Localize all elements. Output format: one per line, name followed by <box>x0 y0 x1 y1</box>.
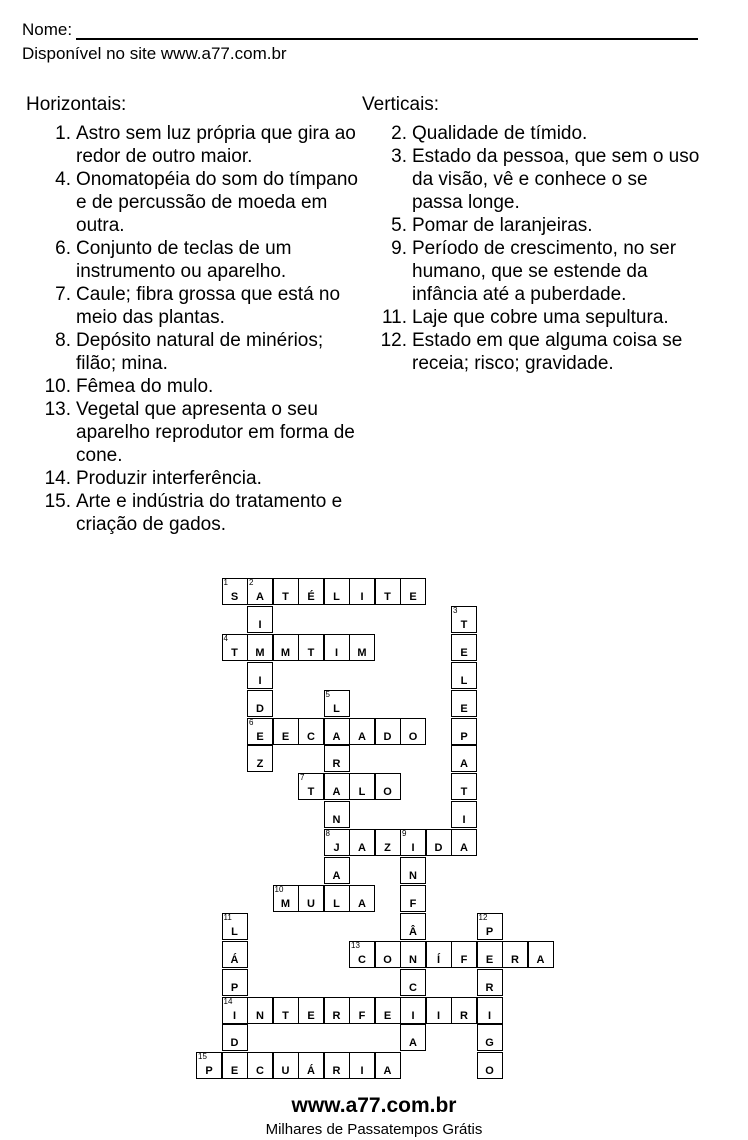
cell-letter: E <box>281 730 290 743</box>
across-heading: Horizontais: <box>26 94 127 115</box>
grid-cell[interactable] <box>324 634 350 661</box>
cell-letter: A <box>358 897 366 910</box>
grid-cell[interactable] <box>426 941 452 968</box>
grid-cell[interactable] <box>477 941 503 968</box>
cell-letter: D <box>230 1037 239 1050</box>
grid-cell[interactable] <box>273 634 299 661</box>
grid-cell[interactable] <box>247 606 273 633</box>
site-text: Disponível no site www.a77.com.br <box>22 44 287 63</box>
grid-cell[interactable] <box>247 578 273 605</box>
grid-cell[interactable] <box>451 606 477 633</box>
grid-cell[interactable] <box>324 690 350 717</box>
cell-number: 15 <box>198 1052 207 1062</box>
clue-number: 10. <box>44 376 71 397</box>
grid-cell[interactable] <box>324 801 350 828</box>
cell-letter: T <box>282 591 289 603</box>
cell-letter: Z <box>256 758 264 771</box>
cell-letter: O <box>383 953 392 966</box>
name-label: Nome: <box>22 20 73 39</box>
grid-cell[interactable] <box>375 1052 401 1079</box>
clue-item <box>26 283 361 329</box>
clue-number: 12. <box>380 330 407 351</box>
grid-cell[interactable] <box>273 1052 299 1079</box>
clue-text: Astro sem luz própria que gira ao redor de outro maior. <box>76 123 356 167</box>
grid-cell[interactable] <box>451 718 477 745</box>
cell-letter: P <box>230 981 239 994</box>
cell-letter: I <box>411 1009 415 1022</box>
cell-number: 12 <box>478 912 488 922</box>
grid-cell[interactable] <box>324 745 350 772</box>
grid-cell[interactable] <box>400 718 426 745</box>
clue-number: 2. <box>391 123 407 144</box>
grid-cell[interactable] <box>324 578 350 605</box>
clue-item <box>26 329 361 375</box>
cell-letter: A <box>460 842 468 855</box>
clue-number: 5. <box>391 215 407 236</box>
grid-cell[interactable] <box>451 801 477 828</box>
grid-cell[interactable] <box>451 634 477 661</box>
grid-cell[interactable] <box>375 997 401 1024</box>
down-heading: Verticais: <box>362 94 440 115</box>
cell-letter: T <box>307 786 315 799</box>
grid-cell[interactable] <box>451 997 477 1024</box>
cell-letter: T <box>460 786 468 799</box>
cell-letter: U <box>307 897 315 910</box>
cell-letter: F <box>409 897 417 910</box>
grid-cell[interactable] <box>375 941 401 968</box>
grid-cell[interactable] <box>400 829 426 856</box>
grid-cell[interactable] <box>400 997 426 1024</box>
cell-letter: T <box>231 646 238 659</box>
cell-number: 1 <box>223 578 228 587</box>
grid-cell[interactable] <box>400 913 426 940</box>
grid-cell[interactable] <box>451 745 477 772</box>
grid-cell[interactable] <box>451 662 477 689</box>
cell-number: 5 <box>325 689 330 699</box>
cell-letter: A <box>536 953 545 966</box>
cell-letter: R <box>460 1009 468 1022</box>
cell-letter: I <box>258 674 262 687</box>
cell-letter: I <box>360 591 364 603</box>
grid-cell[interactable] <box>502 941 528 968</box>
cell-letter: L <box>460 674 468 687</box>
grid-cell[interactable] <box>477 1052 503 1079</box>
cell-letter: A <box>409 1037 417 1050</box>
cell-letter: M <box>357 646 367 659</box>
grid-cell[interactable] <box>400 885 426 912</box>
cell-letter: I <box>334 646 339 659</box>
grid-cell[interactable] <box>324 773 350 800</box>
clue-text: Conjunto de teclas de um instrumento ou aparelho. <box>76 238 292 282</box>
grid-cell[interactable] <box>375 578 401 605</box>
grid-cell[interactable] <box>247 1052 273 1079</box>
cell-letter: M <box>255 646 265 659</box>
cell-letter: P <box>205 1065 213 1078</box>
cell-letter: É <box>307 591 315 603</box>
clue-text: Período de crescimento, no ser humano, que se estende da infância até a puberdade. <box>412 238 677 305</box>
cell-number: 4 <box>223 633 228 643</box>
grid-cell[interactable] <box>349 578 375 605</box>
grid-cell[interactable] <box>222 1024 248 1051</box>
cell-number: 7 <box>300 773 305 783</box>
grid-cell[interactable] <box>375 718 401 745</box>
grid-cell[interactable] <box>298 578 324 605</box>
cell-letter: J <box>333 842 340 855</box>
cell-letter: Á <box>230 953 239 966</box>
cell-letter: N <box>409 953 417 966</box>
clue-item <box>26 375 361 398</box>
grid-cell[interactable] <box>273 578 299 605</box>
clue-item <box>362 122 702 145</box>
clue-item <box>26 398 361 467</box>
cell-letter: O <box>408 730 418 743</box>
cell-letter: R <box>332 1065 341 1078</box>
grid-cell[interactable] <box>273 885 299 912</box>
down-clue-list <box>362 122 702 375</box>
grid-cell[interactable] <box>324 997 350 1024</box>
grid-cell[interactable] <box>196 1052 222 1079</box>
cell-letter: I <box>360 1065 364 1078</box>
grid-cell[interactable] <box>222 913 248 940</box>
grid-cell[interactable] <box>477 969 503 996</box>
cell-letter: O <box>383 786 392 799</box>
cell-letter: A <box>383 1065 392 1078</box>
cell-letter: I <box>436 1009 441 1022</box>
cell-letter: Á <box>307 1065 315 1078</box>
clue-text: Estado em que alguma coisa se receia; risco; gravidade. <box>412 330 683 374</box>
grid-cell[interactable] <box>222 997 248 1024</box>
cell-letter: D <box>256 702 264 715</box>
cell-letter: A <box>358 730 366 743</box>
clue-text: Arte e indústria do tratamento e criação de gados. <box>76 491 343 535</box>
grid-cell[interactable] <box>400 969 426 996</box>
clue-text: Estado da pessoa, que sem o uso da visão, vê e conhece o se passa longe. <box>412 146 700 213</box>
cell-letter: C <box>358 953 366 966</box>
grid-cell[interactable] <box>375 773 401 800</box>
clue-text: Produzir interferência. <box>76 468 262 489</box>
clue-number: 11. <box>381 307 407 328</box>
cell-letter: A <box>460 758 468 771</box>
cell-letter: R <box>332 1009 341 1022</box>
grid-cell[interactable] <box>349 1052 375 1079</box>
grid-cell[interactable] <box>298 1052 324 1079</box>
clue-text: Fêmea do mulo. <box>76 376 214 397</box>
cell-letter: Â <box>409 925 417 938</box>
cell-letter: E <box>409 591 417 603</box>
clue-text: Depósito natural de minérios; filão; mina. <box>76 330 324 374</box>
grid-cell[interactable] <box>298 997 324 1024</box>
grid-cell[interactable] <box>324 857 350 884</box>
cell-letter: E <box>460 702 468 715</box>
clue-number: 9. <box>391 238 407 259</box>
grid-cell[interactable] <box>451 690 477 717</box>
grid-cell[interactable] <box>349 634 375 661</box>
cell-letter: I <box>487 1009 492 1022</box>
cell-letter: O <box>485 1065 494 1078</box>
cell-letter: N <box>409 870 417 882</box>
grid-cell[interactable] <box>273 718 299 745</box>
clue-item <box>362 329 702 375</box>
grid-cell[interactable] <box>400 578 426 605</box>
cell-letter: U <box>281 1065 290 1078</box>
grid-cell[interactable] <box>426 829 452 856</box>
grid-cell[interactable] <box>349 941 375 968</box>
cell-letter: E <box>460 646 468 659</box>
clue-item <box>26 122 361 168</box>
cell-letter: M <box>280 897 291 910</box>
cell-letter: E <box>256 730 264 743</box>
grid-cell[interactable] <box>324 718 350 745</box>
grid-cell[interactable] <box>298 885 324 912</box>
cell-letter: P <box>485 925 494 938</box>
clue-item <box>26 168 361 237</box>
cell-number: 3 <box>453 605 458 615</box>
clue-number: 6. <box>55 238 71 259</box>
grid-cell[interactable] <box>222 1052 248 1079</box>
cell-number: 10 <box>274 884 284 894</box>
cell-letter: F <box>358 1009 366 1022</box>
cell-number: 8 <box>325 829 330 839</box>
clue-item <box>26 237 361 283</box>
cell-letter: Í <box>436 953 441 966</box>
cell-number: 14 <box>223 996 233 1006</box>
clue-item <box>26 467 361 490</box>
clue-item <box>362 145 702 214</box>
cell-letter: E <box>307 1009 315 1022</box>
cell-letter: A <box>256 591 264 603</box>
grid-cell[interactable] <box>247 690 273 717</box>
grid-cell[interactable] <box>273 997 299 1024</box>
grid-cell[interactable] <box>324 885 350 912</box>
cell-letter: L <box>358 786 366 799</box>
cell-letter: E <box>485 953 494 966</box>
grid-cell[interactable] <box>222 941 248 968</box>
clue-item <box>26 490 361 536</box>
cell-letter: A <box>358 842 366 855</box>
clue-number: 13. <box>44 399 71 420</box>
cell-letter: T <box>460 618 468 631</box>
grid-cell[interactable] <box>477 913 503 940</box>
grid-cell[interactable] <box>400 1024 426 1051</box>
cell-letter: A <box>332 870 341 882</box>
clue-text: Laje que cobre uma sepultura. <box>412 307 669 328</box>
grid-cell[interactable] <box>298 634 324 661</box>
cell-letter: C <box>307 730 315 743</box>
grid-cell[interactable] <box>349 773 375 800</box>
grid-cell[interactable] <box>477 1024 503 1051</box>
cell-letter: D <box>434 842 443 855</box>
name-row <box>22 20 698 40</box>
grid-cell[interactable] <box>324 1052 350 1079</box>
cell-number: 6 <box>249 717 254 727</box>
grid-cell[interactable] <box>349 885 375 912</box>
grid-cell[interactable] <box>222 578 248 605</box>
grid-cell[interactable] <box>477 997 503 1024</box>
grid-cell[interactable] <box>426 997 452 1024</box>
cell-letter: I <box>232 1009 237 1022</box>
cell-letter: P <box>460 730 468 743</box>
cell-letter: C <box>409 981 417 994</box>
grid-cell[interactable] <box>222 969 248 996</box>
cell-letter: I <box>462 814 466 827</box>
cell-letter: I <box>258 618 262 631</box>
grid-cell[interactable] <box>349 829 375 856</box>
cell-letter: Z <box>384 842 391 855</box>
cell-letter: E <box>230 1065 239 1078</box>
clue-number: 7. <box>55 284 71 305</box>
cell-letter: N <box>332 814 341 827</box>
cell-letter: S <box>230 591 239 603</box>
clue-item <box>362 214 702 237</box>
clue-number: 15. <box>44 491 71 512</box>
footer-url: www.a77.com.br <box>291 1094 457 1117</box>
grid-cell[interactable] <box>247 718 273 745</box>
cell-letter: I <box>411 842 415 855</box>
grid-cell[interactable] <box>375 829 401 856</box>
clue-number: 14. <box>44 468 71 489</box>
grid-cell[interactable] <box>247 997 273 1024</box>
cell-letter: T <box>384 591 391 603</box>
cell-letter: L <box>333 591 340 603</box>
clue-number: 1. <box>55 123 71 144</box>
cell-letter: M <box>280 646 291 659</box>
grid-cell[interactable] <box>400 941 426 968</box>
grid-cell[interactable] <box>400 857 426 884</box>
cell-letter: C <box>256 1065 264 1078</box>
cell-number: 13 <box>351 940 360 950</box>
cell-letter: L <box>231 925 238 938</box>
grid-cell[interactable] <box>528 941 554 968</box>
cell-letter: D <box>383 730 392 743</box>
cell-letter: N <box>256 1009 264 1022</box>
cell-number: 2 <box>249 578 254 587</box>
name-input-line[interactable] <box>76 21 698 40</box>
clue-text: Onomatopéia do som do tímpano e de percussão de moeda em outra. <box>76 169 359 236</box>
cell-number: 9 <box>402 829 407 839</box>
grid-cell[interactable] <box>298 718 324 745</box>
clue-text: Vegetal que apresenta o seu aparelho reprodutor em forma de cone. <box>76 399 355 466</box>
cell-letter: A <box>332 786 341 799</box>
clue-text: Qualidade de tímido. <box>412 123 588 144</box>
clue-number: 8. <box>55 330 71 351</box>
clue-item <box>362 306 702 329</box>
cell-letter: L <box>333 897 340 910</box>
grid-cell[interactable] <box>451 941 477 968</box>
cell-letter: R <box>511 953 519 966</box>
footer-tagline: Milhares de Passatempos Grátis <box>265 1121 483 1138</box>
grid-cell[interactable] <box>349 997 375 1024</box>
clue-number: 3. <box>391 146 407 167</box>
clue-number: 4. <box>55 169 71 190</box>
cell-letter: T <box>307 646 315 659</box>
grid-cell[interactable] <box>451 829 477 856</box>
cell-letter: T <box>282 1009 289 1022</box>
grid-cell[interactable] <box>298 773 324 800</box>
cell-letter: G <box>485 1037 494 1050</box>
grid-cell[interactable] <box>324 829 350 856</box>
cell-letter: L <box>333 702 340 715</box>
grid-cell[interactable] <box>349 718 375 745</box>
grid-cell[interactable] <box>247 662 273 689</box>
cell-letter: R <box>485 981 494 994</box>
grid-cell[interactable] <box>247 634 273 661</box>
clue-text: Pomar de laranjeiras. <box>412 215 593 236</box>
cell-letter: R <box>332 758 341 771</box>
grid-cell[interactable] <box>451 773 477 800</box>
across-clue-list <box>26 122 361 536</box>
cell-number: 11 <box>223 912 232 922</box>
cell-letter: A <box>332 730 341 743</box>
cell-letter: E <box>383 1009 392 1022</box>
clue-text: Caule; fibra grossa que está no meio das plantas. <box>76 284 341 328</box>
clue-item <box>362 237 702 306</box>
cell-letter: F <box>460 953 468 966</box>
grid-cell[interactable] <box>222 634 248 661</box>
grid-cell[interactable] <box>247 745 273 772</box>
